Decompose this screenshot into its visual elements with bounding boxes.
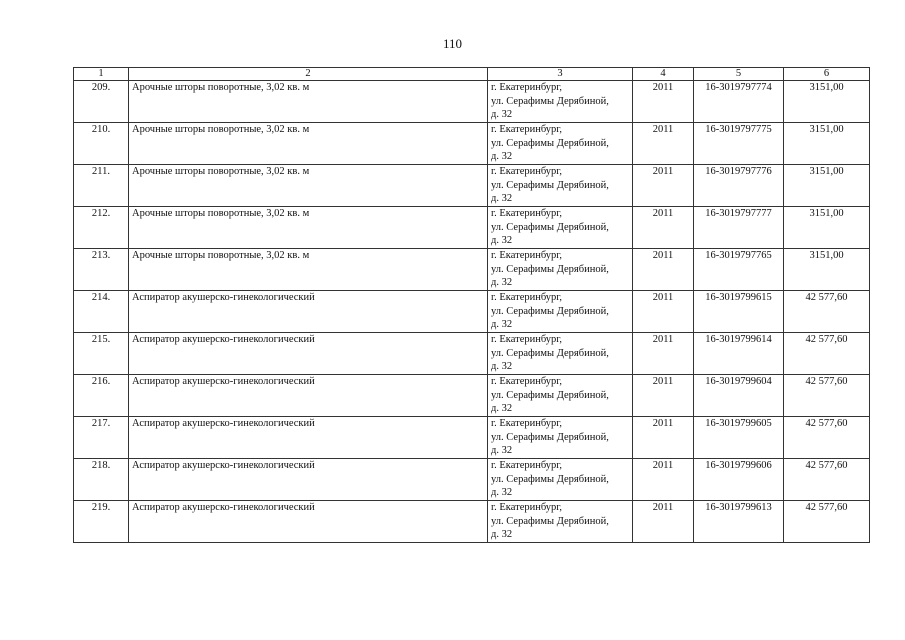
header-col-2: 2	[129, 68, 488, 81]
header-col-1: 1	[74, 68, 129, 81]
table-row	[74, 291, 870, 333]
address-line: г. Екатеринбург,	[491, 124, 563, 135]
address-line: д. 32	[491, 151, 513, 162]
address-line: д. 32	[491, 319, 513, 330]
item-cost: 3151,00	[784, 249, 870, 291]
item-name: Аспиратор акушерско-гинекологический	[129, 459, 488, 501]
item-year: 2011	[633, 249, 694, 291]
item-address	[488, 417, 633, 459]
table-row	[74, 165, 870, 207]
row-number: 213.	[74, 249, 129, 291]
inventory-number: 16-3019799604	[694, 375, 784, 417]
item-address	[488, 123, 633, 165]
address-line: ул. Серафимы Дерябиной,	[491, 179, 609, 191]
table-row	[74, 207, 870, 249]
address-line: г. Екатеринбург,	[491, 376, 563, 387]
address-line: г. Екатеринбург,	[491, 208, 563, 219]
item-address	[488, 459, 633, 501]
row-number: 210.	[74, 123, 129, 165]
address-line: д. 32	[491, 361, 513, 372]
item-address	[488, 375, 633, 417]
address-line: д. 32	[491, 193, 513, 204]
inventory-number: 16-3019797777	[694, 207, 784, 249]
inventory-number: 16-3019799614	[694, 333, 784, 375]
row-number: 209.	[74, 81, 129, 123]
item-address	[488, 501, 633, 543]
item-year: 2011	[633, 333, 694, 375]
table-row	[74, 249, 870, 291]
item-address	[488, 165, 633, 207]
address-line: д. 32	[491, 109, 513, 120]
item-name: Аспиратор акушерско-гинекологический	[129, 501, 488, 543]
address-line: г. Екатеринбург,	[491, 250, 563, 261]
address-line: д. 32	[491, 403, 513, 414]
inventory-number: 16-3019799613	[694, 501, 784, 543]
item-address	[488, 249, 633, 291]
item-cost: 42 577,60	[784, 291, 870, 333]
item-cost: 42 577,60	[784, 417, 870, 459]
address-line: ул. Серафимы Дерябиной,	[491, 221, 609, 233]
item-cost: 42 577,60	[784, 333, 870, 375]
item-cost: 42 577,60	[784, 501, 870, 543]
address-line: д. 32	[491, 445, 513, 456]
row-number: 217.	[74, 417, 129, 459]
address-line: г. Екатеринбург,	[491, 418, 563, 429]
address-line: ул. Серафимы Дерябиной,	[491, 431, 609, 443]
item-name: Арочные шторы поворотные, 3,02 кв. м	[129, 123, 488, 165]
item-year: 2011	[633, 165, 694, 207]
item-cost: 3151,00	[784, 81, 870, 123]
header-col-6: 6	[784, 68, 870, 81]
address-line: г. Екатеринбург,	[491, 82, 563, 93]
address-line: д. 32	[491, 487, 513, 498]
item-name: Аспиратор акушерско-гинекологический	[129, 375, 488, 417]
item-cost: 3151,00	[784, 123, 870, 165]
row-number: 218.	[74, 459, 129, 501]
address-line: ул. Серафимы Дерябиной,	[491, 305, 609, 317]
header-col-5: 5	[694, 68, 784, 81]
row-number: 212.	[74, 207, 129, 249]
item-year: 2011	[633, 81, 694, 123]
item-address	[488, 81, 633, 123]
address-line: г. Екатеринбург,	[491, 334, 563, 345]
address-line: г. Екатеринбург,	[491, 166, 563, 177]
item-year: 2011	[633, 123, 694, 165]
row-number: 211.	[74, 165, 129, 207]
table-row	[74, 375, 870, 417]
inventory-table	[73, 67, 870, 543]
item-address	[488, 333, 633, 375]
row-number: 215.	[74, 333, 129, 375]
item-year: 2011	[633, 417, 694, 459]
item-year: 2011	[633, 459, 694, 501]
row-number: 219.	[74, 501, 129, 543]
address-line: ул. Серафимы Дерябиной,	[491, 389, 609, 401]
row-number: 214.	[74, 291, 129, 333]
item-year: 2011	[633, 501, 694, 543]
address-line: д. 32	[491, 277, 513, 288]
item-year: 2011	[633, 375, 694, 417]
address-line: г. Екатеринбург,	[491, 502, 563, 513]
address-line: ул. Серафимы Дерябиной,	[491, 515, 609, 527]
inventory-number: 16-3019797775	[694, 123, 784, 165]
page-number: 110	[442, 36, 463, 51]
item-cost: 3151,00	[784, 165, 870, 207]
address-line: ул. Серафимы Дерябиной,	[491, 347, 609, 359]
header-col-3: 3	[488, 68, 633, 81]
table-row	[74, 81, 870, 123]
address-line: г. Екатеринбург,	[491, 460, 563, 471]
address-line: ул. Серафимы Дерябиной,	[491, 473, 609, 485]
inventory-number: 16-3019799605	[694, 417, 784, 459]
item-cost: 42 577,60	[784, 459, 870, 501]
header-row	[74, 68, 870, 81]
item-name: Арочные шторы поворотные, 3,02 кв. м	[129, 81, 488, 123]
item-address	[488, 291, 633, 333]
item-name: Аспиратор акушерско-гинекологический	[129, 333, 488, 375]
address-line: д. 32	[491, 529, 513, 540]
address-line: д. 32	[491, 235, 513, 246]
table-row	[74, 501, 870, 543]
table-body	[74, 81, 870, 543]
row-number: 216.	[74, 375, 129, 417]
address-line: ул. Серафимы Дерябиной,	[491, 137, 609, 149]
address-line: ул. Серафимы Дерябиной,	[491, 263, 609, 275]
item-address	[488, 207, 633, 249]
inventory-number: 16-3019799606	[694, 459, 784, 501]
inventory-number: 16-3019799615	[694, 291, 784, 333]
item-name: Аспиратор акушерско-гинекологический	[129, 417, 488, 459]
address-line: ул. Серафимы Дерябиной,	[491, 95, 609, 107]
inventory-number: 16-3019797774	[694, 81, 784, 123]
item-name: Арочные шторы поворотные, 3,02 кв. м	[129, 165, 488, 207]
table-row	[74, 333, 870, 375]
table-row	[74, 459, 870, 501]
item-name: Аспиратор акушерско-гинекологический	[129, 291, 488, 333]
table-row	[74, 123, 870, 165]
address-line: г. Екатеринбург,	[491, 292, 563, 303]
header-col-4: 4	[633, 68, 694, 81]
inventory-number: 16-3019797765	[694, 249, 784, 291]
inventory-number: 16-3019797776	[694, 165, 784, 207]
item-cost: 42 577,60	[784, 375, 870, 417]
table-row	[74, 417, 870, 459]
item-name: Арочные шторы поворотные, 3,02 кв. м	[129, 207, 488, 249]
table-header	[74, 68, 870, 81]
item-cost: 3151,00	[784, 207, 870, 249]
item-year: 2011	[633, 207, 694, 249]
item-year: 2011	[633, 291, 694, 333]
item-name: Арочные шторы поворотные, 3,02 кв. м	[129, 249, 488, 291]
